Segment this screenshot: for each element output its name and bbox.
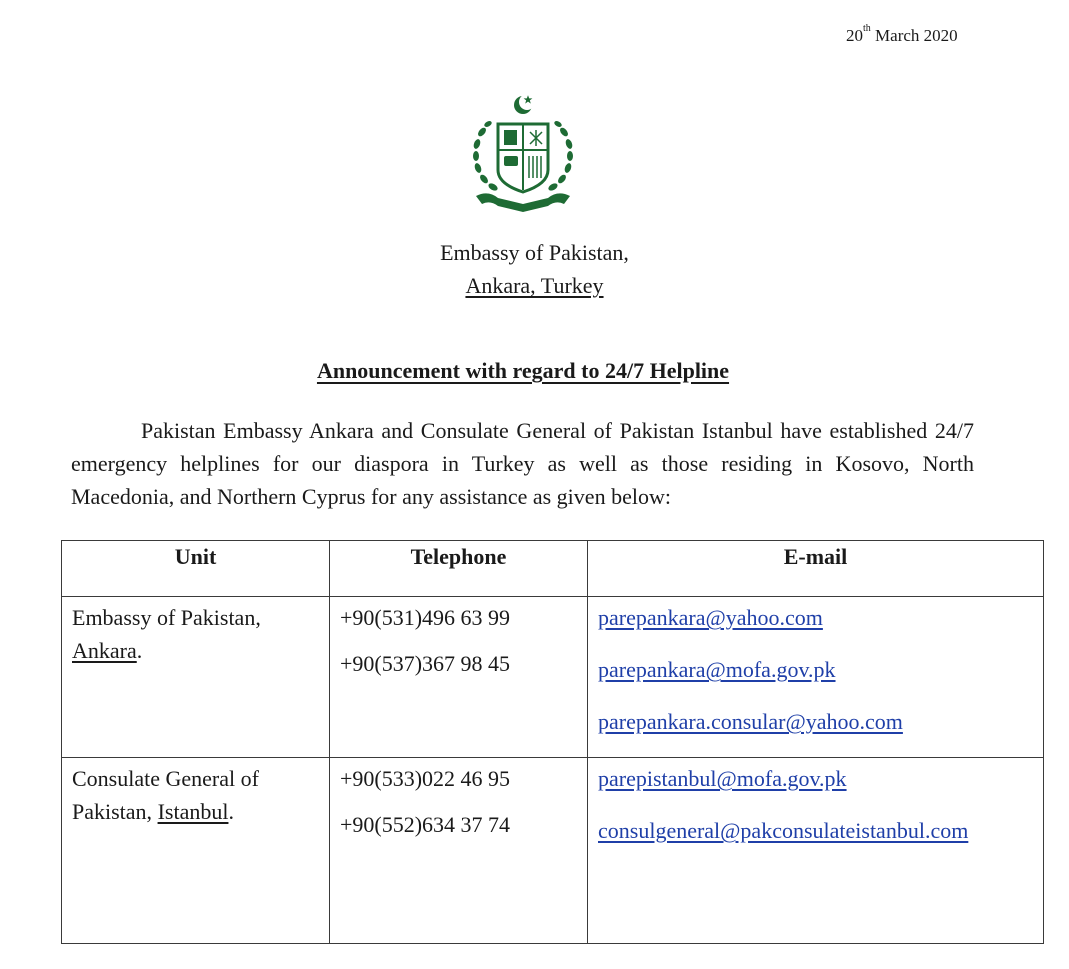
date-day: 20 <box>846 26 863 45</box>
telephone-cell <box>330 758 588 944</box>
header-email: E-mail <box>588 541 1044 597</box>
email-cell <box>588 758 1044 944</box>
organization-location-text: Ankara, Turkey <box>465 273 604 298</box>
header-telephone: Telephone <box>330 541 588 597</box>
organization-name: Embassy of Pakistan, <box>440 240 629 265</box>
table-row <box>62 597 1044 758</box>
unit-name: Embassy of Pakistan, <box>72 605 261 630</box>
date-suffix: th <box>863 23 871 34</box>
phone-number[interactable]: +90(531)496 63 99 <box>340 605 511 630</box>
header-unit: Unit <box>62 541 330 597</box>
announcement-body: Pakistan Embassy Ankara and Consulate General of Pakistan Istanbul have established 24/7 emergency helplines for our diaspora in Turkey as well as those residing in Kosovo, North Macedonia, and Northern Cyprus for any assistance as given below: <box>71 418 974 509</box>
table-row <box>62 758 1044 944</box>
email-link[interactable]: consulgeneral@pakconsulateistanbul.com <box>598 818 969 843</box>
unit-city: Istanbul <box>157 799 229 824</box>
announcement-title: Announcement with regard to 24/7 Helpline <box>316 358 730 383</box>
unit-name: Consulate General of Pakistan, <box>72 766 259 824</box>
table-header-row <box>62 541 1044 597</box>
organization-location <box>0 273 1069 299</box>
unit-cell <box>62 758 330 944</box>
phone-number[interactable]: +90(537)367 98 45 <box>340 651 511 676</box>
phone-number[interactable]: +90(552)634 37 74 <box>340 812 511 837</box>
unit-cell <box>62 597 330 758</box>
document-date <box>846 23 958 46</box>
email-cell <box>588 597 1044 758</box>
email-link[interactable]: parepankara@mofa.gov.pk <box>598 657 836 682</box>
state-emblem-icon <box>468 92 578 216</box>
unit-city: Ankara <box>72 638 137 663</box>
telephone-cell <box>330 597 588 758</box>
phone-number[interactable]: +90(533)022 46 95 <box>340 766 511 791</box>
unit-suffix: . <box>136 638 143 663</box>
email-link[interactable]: parepankara@yahoo.com <box>598 605 823 630</box>
email-link[interactable]: parepistanbul@mofa.gov.pk <box>598 766 847 791</box>
unit-suffix: . <box>228 799 234 824</box>
email-link[interactable]: parepankara.consular@yahoo.com <box>598 709 903 734</box>
helpline-table <box>61 540 1044 944</box>
date-rest: March 2020 <box>870 26 958 45</box>
